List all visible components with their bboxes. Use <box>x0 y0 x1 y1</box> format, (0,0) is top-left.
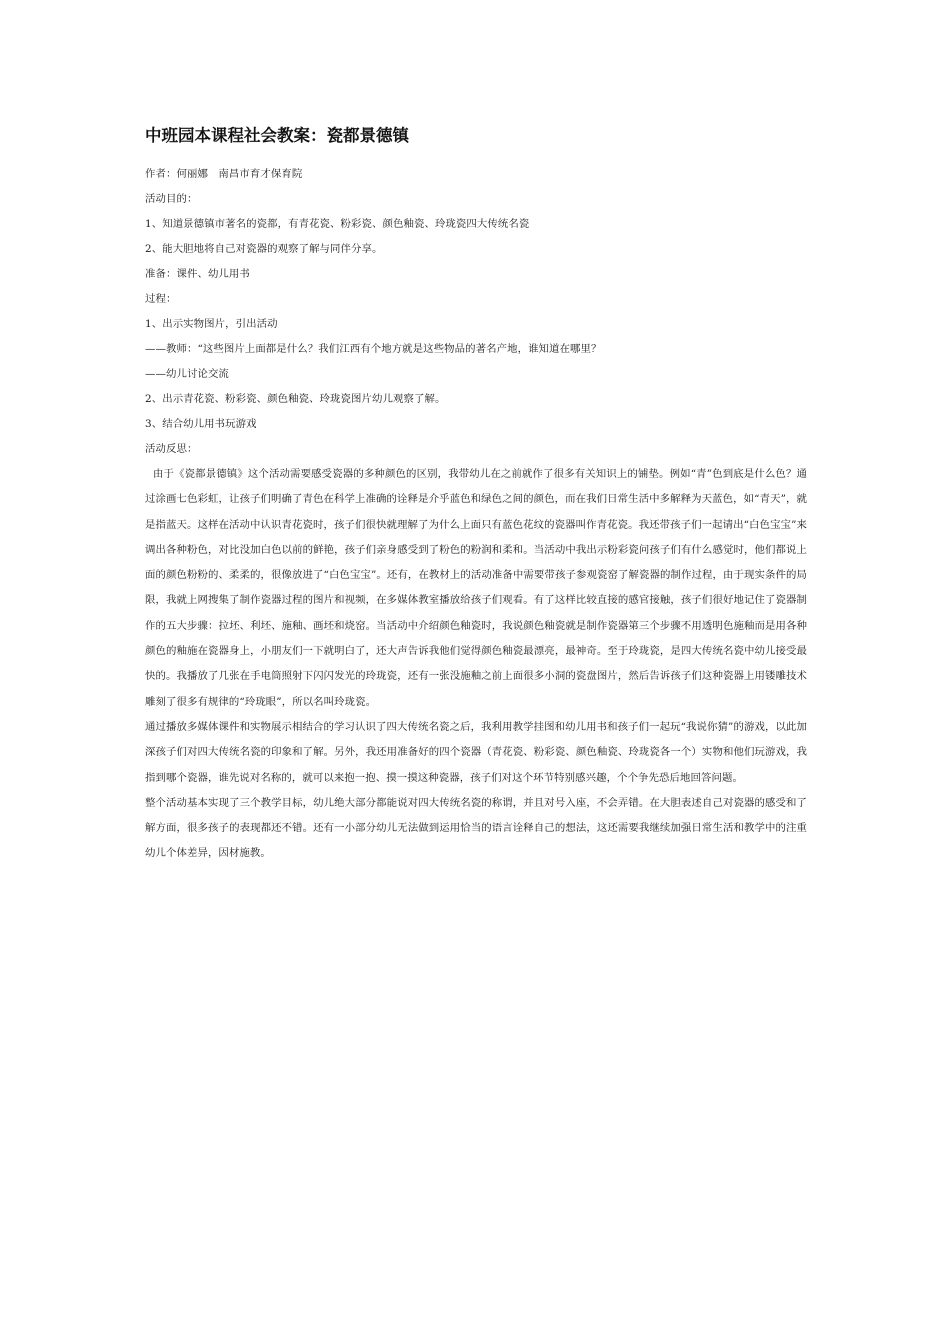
preparation-line: 准备：课件、幼儿用书 <box>145 268 250 280</box>
reflection-paragraph-1: 由于《瓷都景德镇》这个活动需要感受瓷器的多种颜色的区别，我带幼儿在之前就作了很多有关知识上的铺垫。例如“青”色到底是什么色？通过涂画七色彩虹，让孩子们明确了青色在科学上准确的诠释是介乎蓝色和绿色之间的颜色，而在我们日常生活中多解释为天蓝色，如“青天”，就是指蓝天。这样在活动中认识青花瓷时，孩子们很快就理解了为什么上面只有蓝色花纹的瓷器叫作青花瓷。我还带孩子们一起请出“白色宝宝”来调出各种粉色，对比没加白色以前的鲜艳，孩子们亲身感受到了粉色的粉润和柔和。当活动中我出示粉彩瓷问孩子们有什么感觉时，他们都说上面的颜色粉粉的、柔柔的，很像放进了“白色宝宝”。还有，在教材上的活动准备中需要带孩子参观瓷窑了解瓷器的制作过程，由于现实条件的局限，我就上网搜集了制作瓷器过程的图片和视频，在多媒体教室播放给孩子们观看。有了这样比较直接的感官接触，孩子们很好地记住了瓷器制作的五大步骤：拉坯、利坯、施釉、画坯和烧窑。当活动中介绍颜色釉瓷时，我说颜色釉瓷就是制作瓷器第三个步骤不用透明色施釉而是用各种颜色的釉施在瓷器身上，小朋友们一下就明白了，还大声告诉我他们觉得颜色釉瓷最漂亮，最神奇。至于玲珑瓷，是四大传统名瓷中幼儿接受最快的。我播放了几张在手电筒照射下闪闪发光的玲珑瓷，还有一张没施釉之前上面很多小洞的瓷盘图片，然后告诉孩子们这种瓷器上用镂雕技术雕刻了很多有规律的“玲珑眼”，所以名叫玲珑瓷。 <box>145 468 807 708</box>
process-step-2: 2、出示青花瓷、粉彩瓷、颜色釉瓷、玲珑瓷图片幼儿观察了解。 <box>145 393 446 405</box>
reflection-paragraph-2: 通过播放多媒体课件和实物展示相结合的学习认识了四大传统名瓷之后，我利用教学挂图和幼儿用书和孩子们一起玩“我说你猜”的游戏，以此加深孩子们对四大传统名瓷的印象和了解。另外，我还用准备好的四个瓷器（青花瓷、粉彩瓷、颜色釉瓷、玲珑瓷各一个）实物和他们玩游戏，我指到哪个瓷器，谁先说对名称的，就可以来抱一抱、摸一摸这种瓷器，孩子们对这个环节特别感兴趣，个个争先恐后地回答问题。 <box>145 720 807 784</box>
process-step-1: 1、出示实物图片，引出活动 <box>145 318 278 330</box>
objective-item-2: 2、能大胆地将自己对瓷器的观察了解与同伴分享。 <box>145 243 383 255</box>
objective-item-1: 1、知道景德镇市著名的瓷都，有青花瓷、粉彩瓷、颜色釉瓷、玲珑瓷四大传统名瓷 <box>145 218 530 230</box>
process-teacher-line: ——教师：“这些图片上面都是什么？我们江西有个地方就是这些物品的著名产地，谁知道在哪里？ <box>145 343 602 355</box>
document-page <box>145 124 807 867</box>
page-title: 中班园本课程社会教案：瓷都景德镇 <box>145 126 409 145</box>
process-children-line: ——幼儿讨论交流 <box>145 368 229 380</box>
process-step-3: 3、结合幼儿用书玩游戏 <box>145 418 257 430</box>
section-heading-process: 过程： <box>145 293 177 305</box>
author-line: 作者：何丽娜 南昌市育才保育院 <box>145 168 303 180</box>
section-heading-reflection: 活动反思： <box>145 443 198 455</box>
reflection-paragraph-3: 整个活动基本实现了三个教学目标，幼儿绝大部分都能说对四大传统名瓷的称谓，并且对号入座，不会弄错。在大胆表述自己对瓷器的感受和了解方面，很多孩子的表现都还不错。还有一小部分幼儿无法做到运用恰当的语言诠释自己的想法，这还需要我继续加强日常生活和教学中的注重幼儿个体差异，因材施教。 <box>145 796 807 860</box>
section-heading-objectives: 活动目的： <box>145 193 198 205</box>
